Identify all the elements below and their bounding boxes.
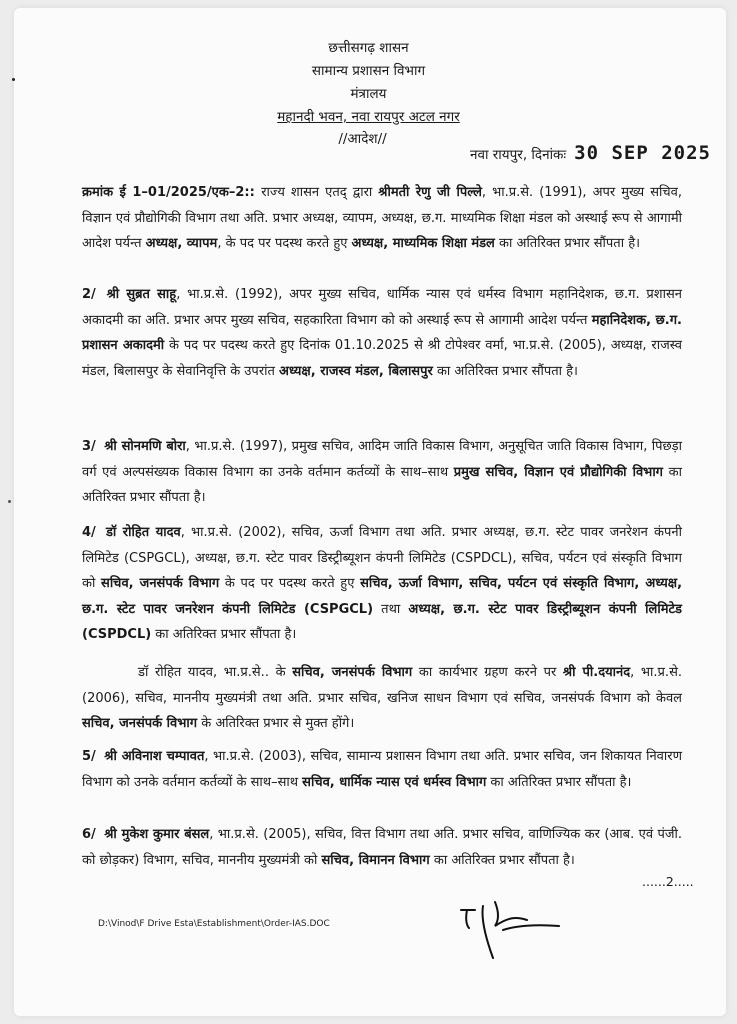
page-continuation: ......2..... (642, 874, 694, 889)
file-path-footer: D:\Vinod\F Drive Esta\Establishment\Order-IAS.DOC (98, 919, 330, 929)
header-ministry: मंत्रालय (350, 86, 387, 102)
paragraph-3: 3/ श्री सोनमणि बोरा, भा.प्र.से. (1997), प्रमुख सचिव, आदिम जाति विकास विभाग, अनुसूचित जाति विकास विभाग, पिछड़ा वर्ग एवं अल्पसंख्यक विकास विभाग का उनके वर्तमान कर्तव्यों के साथ–साथ प्रमुख सचिव, विज्ञान एवं प्रौद्योगिकी विभाग का अतिरिक्त प्रभार सौंपता है। (82, 439, 683, 505)
paragraph-4: 4/ डॉ रोहित यादव, भा.प्र.से. (2002), सचिव, ऊर्जा विभाग तथा अति. प्रभार अध्यक्ष, छ.ग. स्टेट पावर जनरेशन कंपनी लिमिटेड (CSPGCL), अध्यक्ष, छ.ग. स्टेट पावर डिस्ट्रीब्यूशन कंपनी लिमिटेड (CSPDCL), सचिव, पर्यटन एवं संस्कृति विभाग को सचिव, जनसंपर्क विभाग के पद पर पदस्थ करते हुए सचिव, ऊर्जा विभाग, सचिव, पर्यटन एवं संस्कृति विभाग, अध्यक्ष, छ.ग. स्टेट पावर जनरेशन कंपनी लिमिटेड (CSPGCL) तथा अध्यक्ष, छ.ग. स्टेट पावर डिस्ट्रीब्यूशन कंपनी लिमिटेड (CSPDCL) का अतिरिक्त प्रभार सौंपता है। (82, 525, 683, 642)
paragraph-6: 6/ श्री मुकेश कुमार बंसल, भा.प्र.से. (2005), सचिव, वित्त विभाग तथा अति. प्रभार सचिव, वाणिज्यिक कर (आब. एवं पंजी. को छोड़कर) विभाग, सचिव, माननीय मुख्यमंत्री को सचिव, विमानन विभाग का अतिरिक्त प्रभार सौंपता है। (82, 827, 682, 868)
header-department: सामान्य प्रशासन विभाग (311, 63, 426, 79)
paragraph-5: 5/ श्री अविनाश चम्पावत, भा.प्र.से. (2003), सचिव, सामान्य प्रशासन विभाग तथा अति. प्रभार सचिव, जन शिकायत निवारण विभाग को उनके वर्तमान कर्तव्यों के साथ–साथ सचिव, धार्मिक न्यास एवं धर्मस्व विभाग का अतिरिक्त प्रभार सौंपता है। (82, 749, 682, 790)
header-address: महानदी भवन, नवा रायपुर अटल नगर (277, 109, 460, 125)
paragraph-4b: डॉ रोहित यादव, भा.प्र.से.. के सचिव, जनसंपर्क विभाग का कार्यभार ग्रहण करने पर श्री पी.दयानंद, भा.प्र.से. (2006), सचिव, माननीय मुख्यमंत्री तथा अति. प्रभार सचिव, खनिज साधन विभाग एवं सचिव, जनसंपर्क विभाग को केवल सचिव, जनसंपर्क विभाग के अतिरिक्त प्रभार से मुक्त होंगे। (82, 665, 682, 731)
header-order-title: //आदेश// (338, 131, 387, 147)
paragraph-2: 2/ श्री सुब्रत साहू, भा.प्र.से. (1992), अपर मुख्य सचिव, धार्मिक न्यास एवं धर्मस्व विभाग महानिदेशक, छ.ग. प्रशासन अकादमी का अति. प्रभार अपर मुख्य सचिव, सहकारिता विभाग को को अस्थाई रूप से आगामी आदेश पर्यन्त महानिदेशक, छ.ग. प्रशासन अकादमी के पद पर पदस्थ करते हुए दिनांक 01.10.2025 से श्री टोपेश्वर वर्मा, भा.प्र.से. (2005), अध्यक्ष, राजस्व मंडल, बिलासपुर के सेवानिवृत्ति के उपरांत अध्यक्ष, राजस्व मंडल, बिलासपुर का अतिरिक्त प्रभार सौंपता है। (82, 287, 682, 379)
date-stamp: 30 SEP 2025 (574, 142, 711, 164)
header-state: छत्तीसगढ़ शासन (328, 40, 409, 56)
order-date (470, 142, 711, 164)
speck-mark (8, 500, 11, 503)
date-label: नवा रायपुर, दिनांकः (470, 147, 567, 163)
paragraph-1: क्रमांक ई 1–01/2025/एक–2:: राज्य शासन एतद् द्वारा श्रीमती रेणु जी पिल्ले, भा.प्र.से. (1991), अपर मुख्य सचिव, विज्ञान एवं प्रौद्योगिकी विभाग तथा अति. प्रभार अध्यक्ष, व्यापम, अध्यक्ष, छ.ग. माध्यमिक शिक्षा मंडल को अस्थाई रूप से आगामी आदेश पर्यन्त अध्यक्ष, व्यापम, के पद पर पदस्थ करते हुए अध्यक्ष, माध्यमिक शिक्षा मंडल का अतिरिक्त प्रभार सौंपता है। (82, 185, 682, 251)
signature-icon (455, 896, 565, 966)
